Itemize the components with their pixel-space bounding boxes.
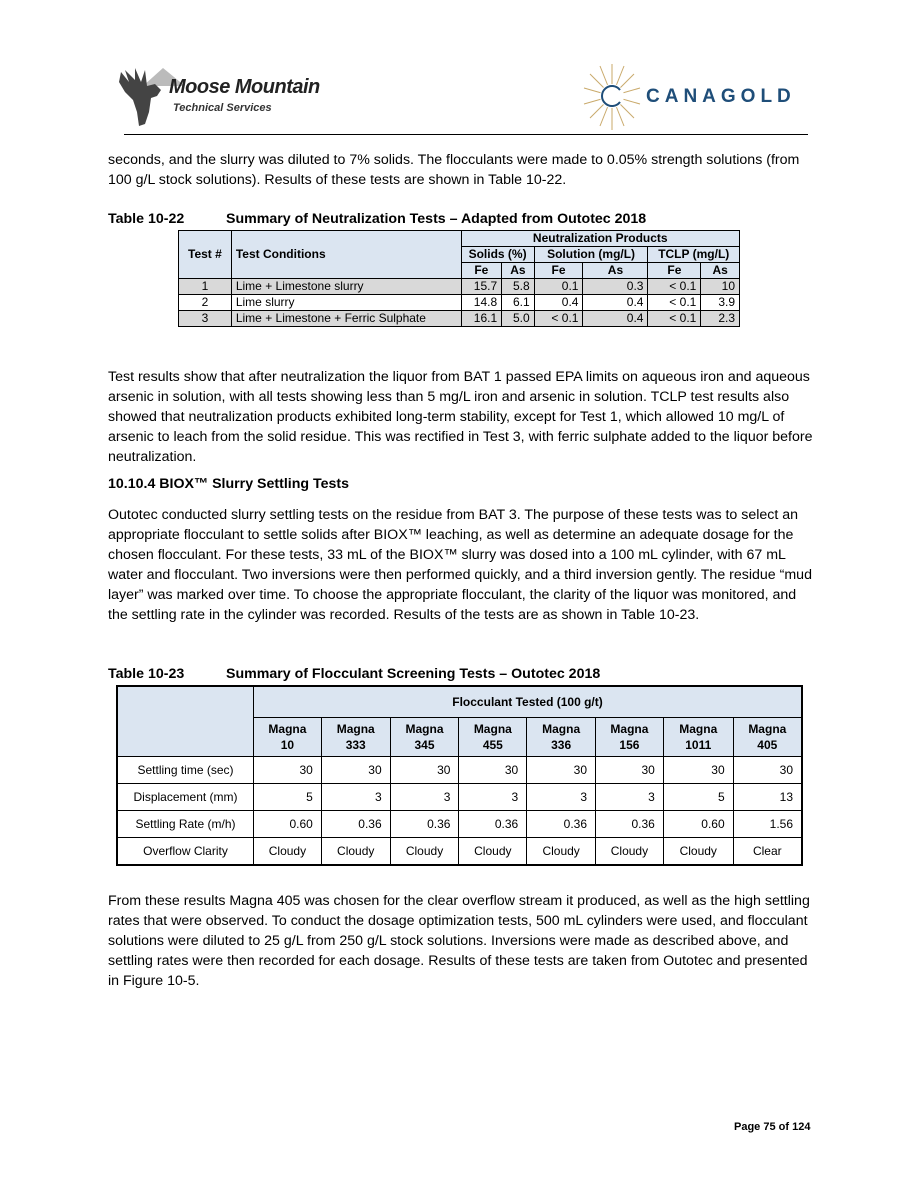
flocculant-column-header	[390, 718, 459, 757]
table-row	[179, 311, 740, 327]
header-divider	[124, 134, 808, 135]
solids-as-cell: 5.0	[502, 311, 535, 327]
value-cell: 30	[527, 757, 596, 784]
value-cell: 30	[459, 757, 527, 784]
flocculant-grade: 405	[757, 738, 778, 752]
flocculant-column-header	[527, 718, 596, 757]
sunburst-icon	[582, 60, 642, 132]
value-cell: 0.36	[390, 811, 459, 838]
table-row	[117, 784, 802, 811]
solution-as-cell: 0.4	[583, 311, 648, 327]
tclp-fe-cell: < 0.1	[648, 295, 701, 311]
solution-fe-cell: 0.1	[534, 279, 583, 295]
table2-caption-title: Summary of Flocculant Screening Tests – Outotec 2018	[226, 666, 601, 682]
flocculant-name: Magna	[542, 722, 581, 736]
header-neutralization-products: Neutralization Products	[461, 231, 739, 247]
solution-as-cell: 0.4	[583, 295, 648, 311]
value-cell: Cloudy	[459, 838, 527, 866]
value-cell: 3	[459, 784, 527, 811]
tclp-fe-cell: < 0.1	[648, 311, 701, 327]
section-heading: 10.10.4 BIOX™ Slurry Settling Tests	[108, 476, 350, 492]
flocculant-column-header	[254, 718, 322, 757]
solids-fe-cell: 16.1	[461, 311, 502, 327]
tclp-as-cell: 3.9	[701, 295, 740, 311]
header-solids-as: As	[502, 263, 535, 279]
header-tclp-as: As	[701, 263, 740, 279]
logo-line1: Moose Mountain	[169, 76, 320, 98]
header-tclp: TCLP (mg/L)	[648, 247, 740, 263]
flocculant-table	[116, 685, 803, 866]
neutralization-table	[178, 230, 740, 327]
flocculant-name: Magna	[405, 722, 444, 736]
value-cell: Clear	[733, 838, 802, 866]
table-row	[117, 811, 802, 838]
value-cell: 30	[663, 757, 733, 784]
value-cell: 30	[321, 757, 390, 784]
flocculant-name: Magna	[268, 722, 307, 736]
flocculant-grade: 455	[482, 738, 503, 752]
value-cell: 0.60	[663, 811, 733, 838]
header-flocculant-tested: Flocculant Tested (100 g/t)	[254, 686, 802, 718]
test-number-cell: 1	[179, 279, 232, 295]
value-cell: 30	[254, 757, 322, 784]
flocculant-grade: 156	[619, 738, 640, 752]
flocculant-grade: 10	[280, 738, 295, 752]
logo-line2: Technical Services	[173, 102, 272, 114]
value-cell: 13	[733, 784, 802, 811]
value-cell: Cloudy	[321, 838, 390, 866]
intro-paragraph: seconds, and the slurry was diluted to 7% solids. The flocculants were made to 0.05% strength solutions (from 100 g/L stock solutions). Results of these tests are shown in Table 10-22.	[108, 152, 800, 188]
canagold-logo	[582, 60, 812, 132]
flocculant-column-header	[733, 718, 802, 757]
tclp-as-cell: 2.3	[701, 311, 740, 327]
header-solids: Solids (%)	[461, 247, 534, 263]
page-number: Page 75 of 124	[734, 1121, 811, 1133]
solution-as-cell: 0.3	[583, 279, 648, 295]
value-cell: 30	[390, 757, 459, 784]
value-cell: 3	[390, 784, 459, 811]
flocculant-name: Magna	[336, 722, 375, 736]
value-cell: 0.36	[596, 811, 664, 838]
test-conditions-cell: Lime + Limestone + Ferric Sulphate	[231, 311, 461, 327]
test-conditions-cell: Lime slurry	[231, 295, 461, 311]
table-row	[117, 838, 802, 866]
value-cell: Cloudy	[390, 838, 459, 866]
solution-fe-cell: 0.4	[534, 295, 583, 311]
value-cell: 0.36	[321, 811, 390, 838]
header-blank	[117, 686, 254, 757]
header-test-conditions: Test Conditions	[231, 231, 461, 279]
table2-caption	[108, 666, 600, 682]
flocculant-column-header	[459, 718, 527, 757]
row-label: Displacement (mm)	[117, 784, 254, 811]
results-paragraph: Test results show that after neutralization the liquor from BAT 1 passed EPA limits on aqueous iron and aqueous arsenic in solution, with all tests showing less than 5 mg/L iron and arsenic in solution. TCLP test results also showed that neutralization products exhibited long-term stability, except for Test 1, which allowed 10 mg/L of arsenic to leach from the solid residue. This was rectified in Test 3, with ferric sulphate added to the liquor before neutralization.	[108, 369, 813, 465]
page-header	[0, 0, 918, 140]
value-cell: Cloudy	[663, 838, 733, 866]
solids-fe-cell: 14.8	[461, 295, 502, 311]
settling-paragraph: Outotec conducted slurry settling tests on the residue from BAT 3. The purpose of these tests was to select an appropriate flocculant to settle solids after BIOX™ leaching, as well as determine an adequate dosage for the chosen flocculant. For these tests, 33 mL of the BIOX™ slurry was dosed into a 100 mL cylinder, with 67 mL water and flocculant. Two inversions were then performed quickly, and a third inversion gently. The residue “mud layer” was marked over time. To choose the appropriate flocculant, the clarity of the liquor was monitored, and the settling rate in the cylinder was recorded. Results of the tests are as shown in Table 10-23.	[108, 507, 812, 623]
flocculant-column-header	[321, 718, 390, 757]
flocculant-grade: 1011	[685, 738, 712, 752]
value-cell: Cloudy	[527, 838, 596, 866]
value-cell: 5	[254, 784, 322, 811]
solution-fe-cell: < 0.1	[534, 311, 583, 327]
header-solution-as: As	[583, 263, 648, 279]
row-label: Settling time (sec)	[117, 757, 254, 784]
canagold-wordmark: CANAGOLD	[646, 86, 796, 107]
flocculant-name: Magna	[473, 722, 512, 736]
table-row	[179, 295, 740, 311]
table1-caption-title: Summary of Neutralization Tests – Adapted from Outotec 2018	[226, 211, 647, 227]
final-paragraph: From these results Magna 405 was chosen for the clear overflow stream it produced, as well as the high settling rates that were observed. To conduct the dosage optimization tests, 500 mL cylinders were used, and flocculant solutions were diluted to 25 g/L from 250 g/L stock solutions. Inversions were made as described above, and settling rates were then recorded for each dosage. Results of these tests are taken from Outotec and presented in Figure 10-5.	[108, 893, 810, 989]
value-cell: 3	[596, 784, 664, 811]
row-label: Overflow Clarity	[117, 838, 254, 866]
flocculant-name: Magna	[679, 722, 718, 736]
value-cell: 0.36	[527, 811, 596, 838]
tclp-as-cell: 10	[701, 279, 740, 295]
solids-as-cell: 5.8	[502, 279, 535, 295]
flocculant-name: Magna	[610, 722, 649, 736]
header-test-number: Test #	[179, 231, 232, 279]
flocculant-grade: 333	[345, 738, 366, 752]
value-cell: 3	[321, 784, 390, 811]
table-row	[117, 757, 802, 784]
table1-caption-number: Table 10-22	[108, 211, 185, 227]
moose-mountain-logo	[115, 62, 355, 132]
solids-as-cell: 6.1	[502, 295, 535, 311]
value-cell: Cloudy	[254, 838, 322, 866]
value-cell: 5	[663, 784, 733, 811]
value-cell: 30	[596, 757, 664, 784]
solids-fe-cell: 15.7	[461, 279, 502, 295]
flocculant-name: Magna	[748, 722, 787, 736]
value-cell: 0.60	[254, 811, 322, 838]
table2-caption-number: Table 10-23	[108, 666, 185, 682]
header-solids-fe: Fe	[461, 263, 502, 279]
value-cell: 1.56	[733, 811, 802, 838]
header-tclp-fe: Fe	[648, 263, 701, 279]
flocculant-column-header	[596, 718, 664, 757]
value-cell: 30	[733, 757, 802, 784]
flocculant-grade: 336	[551, 738, 572, 752]
table-row	[179, 279, 740, 295]
value-cell: 3	[527, 784, 596, 811]
test-number-cell: 3	[179, 311, 232, 327]
value-cell: Cloudy	[596, 838, 664, 866]
tclp-fe-cell: < 0.1	[648, 279, 701, 295]
flocculant-column-header	[663, 718, 733, 757]
header-solution: Solution (mg/L)	[534, 247, 648, 263]
test-conditions-cell: Lime + Limestone slurry	[231, 279, 461, 295]
row-label: Settling Rate (m/h)	[117, 811, 254, 838]
flocculant-grade: 345	[414, 738, 435, 752]
header-solution-fe: Fe	[534, 263, 583, 279]
test-number-cell: 2	[179, 295, 232, 311]
value-cell: 0.36	[459, 811, 527, 838]
table1-caption	[108, 211, 646, 227]
